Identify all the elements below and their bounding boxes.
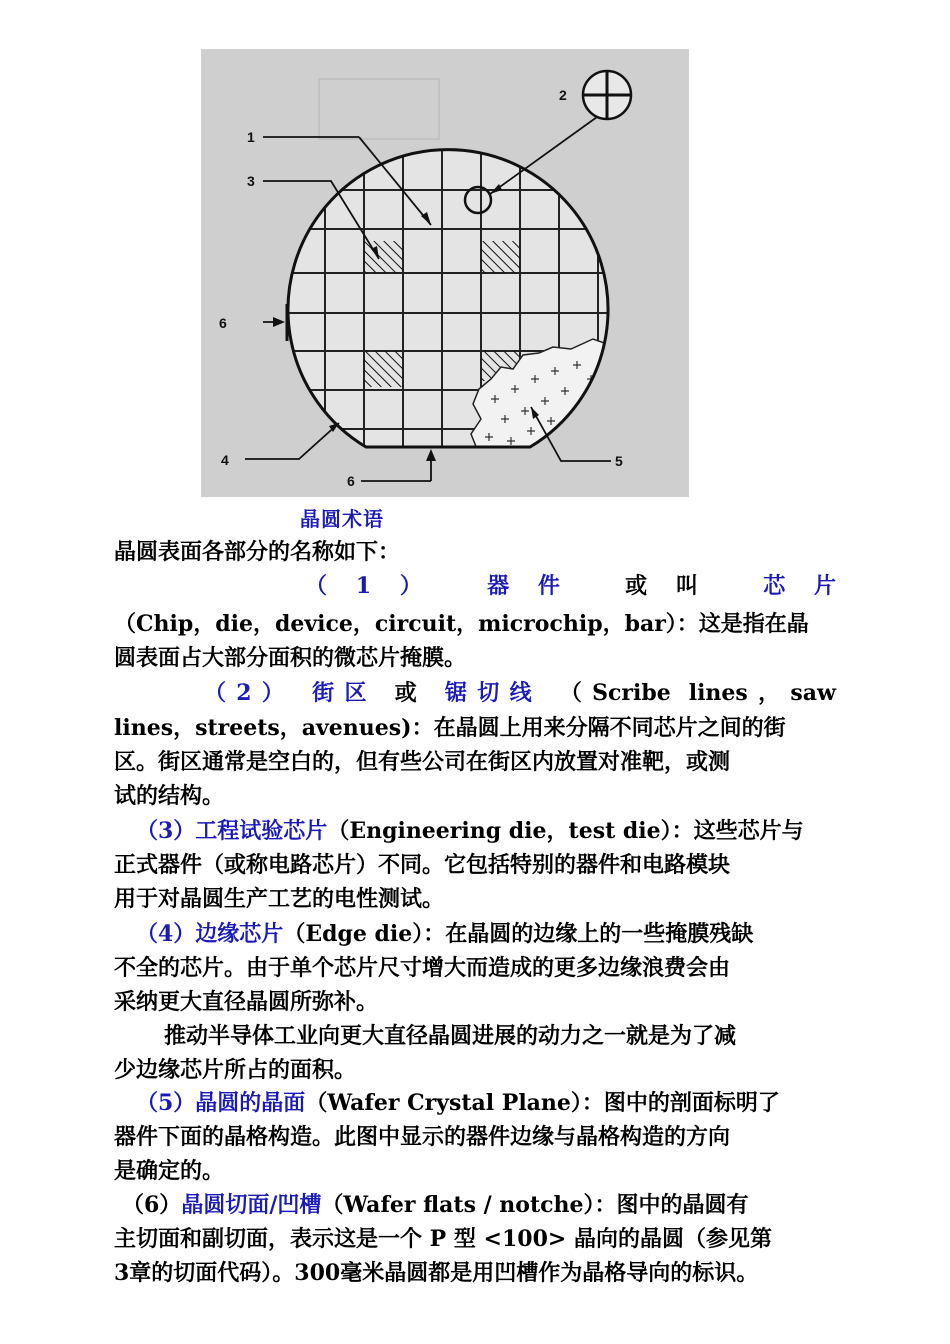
- item4-line3: 采纳更大直径晶圆所弥补。: [114, 989, 379, 1015]
- paragraph-block: [114, 1019, 836, 1087]
- item1-or: 或叫: [625, 573, 727, 599]
- item4-block: [114, 917, 836, 1019]
- item2-heading: [204, 676, 836, 710]
- item2-num: （2）: [204, 680, 295, 706]
- item6-slash: /: [269, 1192, 278, 1218]
- callout-4: 4: [221, 452, 229, 468]
- item2-or: 或: [394, 680, 428, 706]
- intro-text: 晶圆表面各部分的名称如下：: [114, 539, 401, 565]
- item5-block: [114, 1086, 836, 1188]
- item3-line3: 用于对晶圆生产工艺的电性测试。: [114, 886, 445, 912]
- item4-line1-rest: （Edge die）：在晶圆的边缘上的一些掩膜残缺: [283, 921, 754, 947]
- wafer-diagram: [201, 49, 689, 497]
- item5-line3: 是确定的。: [114, 1158, 225, 1184]
- item2-term-scribe: 锯切线: [445, 680, 542, 706]
- item1-heading: [305, 569, 836, 603]
- para-line1: 推动半导体工业向更大直径晶圆进展的动力之一就是为了减: [164, 1023, 737, 1049]
- item1-term-device: 器件: [487, 573, 589, 599]
- item6-num: （6）: [122, 1192, 182, 1218]
- item1-rest: 圆表面占大部分面积的微芯片掩膜。: [114, 645, 467, 671]
- callout-5: 5: [615, 453, 623, 469]
- item3-line1-rest: （Engineering die，test die）：这些芯片与: [327, 818, 804, 844]
- para-line2: 少边缘芯片所占的面积。: [114, 1057, 357, 1083]
- callout-6-left: 6: [219, 315, 227, 331]
- callout-3: 3: [247, 173, 255, 189]
- item5-term: （5）晶圆的晶面: [136, 1090, 306, 1116]
- item4-term: （4）边缘芯片: [136, 921, 284, 947]
- item6-block: [114, 1188, 836, 1290]
- item2-line4: 试的结构。: [114, 783, 225, 809]
- item2-english-start: （Scribe lines，saw: [559, 680, 836, 706]
- item6-line1-rest: （Wafer flats / notche）：图中的晶圆有: [321, 1192, 749, 1218]
- item3-block: [114, 814, 836, 916]
- item1-english: （Chip，die，device，circuit，microchip，bar）：这是指在晶: [114, 611, 809, 637]
- item1-term-chip: 芯片: [763, 573, 836, 599]
- item3-line2: 正式器件（或称电路芯片）不同。它包括特别的器件和电路模块: [114, 852, 731, 878]
- item2-line3: 区。街区通常是空白的，但有些公司在街区内放置对准靶，或测: [114, 749, 731, 775]
- item5-line1-rest: （Wafer Crystal Plane）：图中的剖面标明了: [305, 1090, 780, 1116]
- item6-term-flat: 晶圆切面: [181, 1192, 270, 1218]
- item5-line2: 器件下面的晶格构造。此图中显示的器件边缘与晶格构造的方向: [114, 1124, 731, 1150]
- callout-6-bottom: 6: [347, 473, 355, 489]
- item6-line3: 3章的切面代码）。300毫米晶圆都是用凹槽作为晶格导向的标识。: [114, 1260, 759, 1286]
- item1-num: （1）: [305, 573, 451, 599]
- item3-term: （3）工程试验芯片: [136, 818, 328, 844]
- callout-2: 2: [559, 87, 567, 103]
- item2-body: [114, 711, 836, 813]
- callout-1: 1: [247, 129, 255, 145]
- figure-caption: 晶圆术语: [300, 507, 384, 531]
- item1-body: [114, 607, 836, 675]
- item6-line2: 主切面和副切面，表示这是一个 P 型 <100> 晶向的晶圆（参见第: [114, 1226, 772, 1252]
- item6-term-notch: 凹槽: [277, 1192, 322, 1218]
- item2-line2: lines，streets，avenues)：在晶圆上用来分隔不同芯片之间的街: [114, 715, 786, 741]
- item2-term-street: 街区: [312, 680, 377, 706]
- item4-line2: 不全的芯片。由于单个芯片尺寸增大而造成的更多边缘浪费会由: [114, 955, 731, 981]
